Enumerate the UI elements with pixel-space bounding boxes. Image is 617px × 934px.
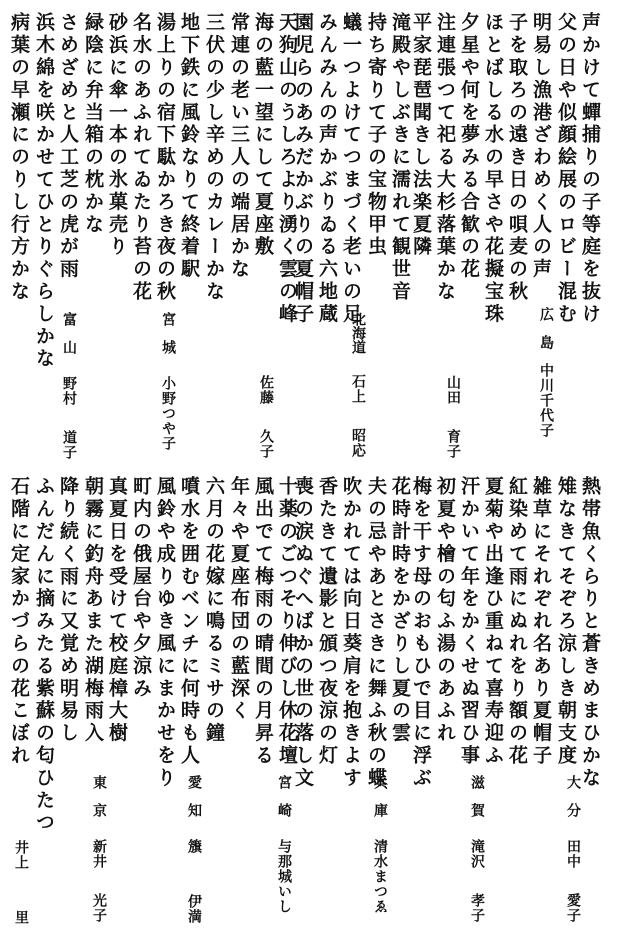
haiku-line: 噴水を囲むベンチに何時も人 xyxy=(178,476,200,768)
haiku-line: 明易し漁港ざわめく人の声 xyxy=(530,12,552,281)
haiku-line: 名水のあふれてゐたり苔の花 xyxy=(130,12,152,304)
author-entry xyxy=(13,840,29,925)
author-entry xyxy=(61,312,77,460)
author-surname: 佐藤 xyxy=(258,375,274,405)
haiku-line: 雉なきてそぞろ涼しき朝支度 xyxy=(555,476,577,768)
haiku-line: 紅染めて雨にぬれをり額の花 xyxy=(506,476,528,768)
haiku-line: 子を取ろの遠き日の唄麦の秋 xyxy=(506,12,528,304)
author-surname: 田中 xyxy=(565,839,581,869)
haiku-line: 持ち寄りて子の宝物甲虫 xyxy=(365,12,387,259)
haiku-line: 風鈴や成りゆき風にまかせをり xyxy=(154,476,176,790)
haiku-line: 夏菊や出逢ひ重ねて喜寿迎ふ xyxy=(482,476,504,768)
haiku-line: 花時計時をかざりし夏の雲 xyxy=(389,476,411,745)
author-prefecture: 富山 xyxy=(61,312,77,368)
author-surname: 小野 xyxy=(160,376,176,406)
author-prefecture: 宮崎 xyxy=(276,775,292,831)
author-entry xyxy=(372,775,388,914)
haiku-line: 夫の忌やあとさきに舞ふ秋の蝶 xyxy=(365,476,387,790)
author-entry xyxy=(538,307,554,438)
haiku-line: 注連張つて祀る大杉落葉かな xyxy=(434,12,456,304)
haiku-line: 六月の花嫁に鳴るミサの鐘 xyxy=(203,476,225,745)
haiku-line: 父の日や似顔絵展のロビー混む xyxy=(555,12,577,326)
haiku-line: 病葉の早瀬にのりし行方かな xyxy=(8,12,30,304)
author-surname: 野村 xyxy=(61,376,77,406)
haiku-line: 真夏日を受けて校庭樟大樹 xyxy=(106,476,128,745)
author-entry xyxy=(91,775,107,923)
author-given-name: 光子 xyxy=(91,893,107,923)
author-prefecture: 兵庫 xyxy=(372,775,388,831)
author-given-name: 里 xyxy=(13,910,29,925)
author-prefecture: 宮城 xyxy=(160,312,176,368)
haiku-line: 香たきて遺影と頒つ夜涼の灯 xyxy=(316,476,338,768)
haiku-line: 滝殿やしぶきに濡れて観世音 xyxy=(389,12,411,304)
haiku-line: 湯上りの宿下駄かろき夜の秋 xyxy=(154,12,176,304)
author-entry xyxy=(276,775,292,914)
author-given-name: 千代子 xyxy=(538,393,554,438)
author-entry xyxy=(350,312,366,458)
haiku-line: 海の藍一望にして夏座敷 xyxy=(252,12,274,259)
haiku-line: 十薬のごつそり伸びし休花壇 xyxy=(276,476,298,768)
haiku-line: 地下鉄に風鈴なりて終着駅 xyxy=(178,12,200,281)
haiku-line: 熱帯魚くらりと蒼きめまひかな xyxy=(579,476,601,790)
haiku-line: 町内の俄屋台や夕涼み xyxy=(130,476,152,700)
author-given-name: 久子 xyxy=(258,429,274,459)
author-entry xyxy=(565,775,581,923)
haiku-line: 天狗山のうしろより湧く雲の峰 xyxy=(276,12,298,326)
haiku-line: 朝霧に釣舟あまた湖梅雨入 xyxy=(82,476,104,745)
author-entry xyxy=(445,375,461,459)
haiku-line: さめざめと人工芝の虎が雨 xyxy=(57,12,79,281)
haiku-line: 平家琵琶聞きし法楽夏隣 xyxy=(410,12,432,259)
haiku-line: 常連の老い三人の端居かな xyxy=(228,12,250,281)
haiku-line: 緑陰に弁当箱の枕かな xyxy=(82,12,104,236)
haiku-line: 風出でて梅雨の晴間の月昇る xyxy=(252,476,274,768)
author-surname: 石上 xyxy=(350,374,366,404)
author-entry xyxy=(160,312,176,451)
haiku-line: 声かけて蟬捕りの子等庭を抜け xyxy=(579,12,601,326)
author-prefecture: 大分 xyxy=(565,775,581,831)
author-entry xyxy=(186,775,202,924)
haiku-line: 降り続く雨に又覚め明易し xyxy=(57,476,79,745)
author-entry xyxy=(258,375,274,459)
author-given-name: つや子 xyxy=(160,406,176,451)
haiku-line: ふんだんに摘みたる紫蘇の匂ひたつ xyxy=(33,476,55,835)
author-given-name: まつゑ xyxy=(372,869,388,914)
author-surname: 清水 xyxy=(372,839,388,869)
haiku-line: 園児らのあみだかぶりの夏帽子 xyxy=(292,12,314,326)
haiku-line: 浜木綿を咲かせてひとりぐらしかな xyxy=(33,12,55,371)
haiku-line: 砂浜に傘一本の氷菓売り xyxy=(106,12,128,259)
author-surname: 井上 xyxy=(13,840,29,870)
author-given-name: いし xyxy=(276,884,292,914)
haiku-line: 夕星や何を夢みる合歓の花 xyxy=(458,12,480,281)
haiku-line: 三伏の少し辛めのカレーかな xyxy=(203,12,225,304)
author-surname: 滝沢 xyxy=(469,839,485,869)
author-surname: 山田 xyxy=(445,375,461,405)
haiku-line: 吹かれては向日葵肩を抱きよす xyxy=(340,476,362,790)
author-prefecture: 愛知 xyxy=(186,775,202,831)
author-surname: 籏 xyxy=(186,839,202,854)
haiku-line: 喪の涙ぬぐへばかの世の落し文 xyxy=(292,476,314,790)
author-prefecture: 東京 xyxy=(91,775,107,831)
haiku-line: 蟻一つよけてつまづく老いの足 xyxy=(340,12,362,326)
haiku-line: 年々や夏座布団の藍深く xyxy=(228,476,250,723)
haiku-line: 雑草にそれぞれ名あり夏帽子 xyxy=(530,476,552,768)
haiku-line: ほとばしる水の早さや花擬宝珠 xyxy=(482,12,504,326)
haiku-line: みんみんの声かぶりゐる六地蔵 xyxy=(316,12,338,326)
author-prefecture: 広島 xyxy=(538,307,554,363)
haiku-line: 梅を干す母のおもひで目に浮ぶ xyxy=(410,476,432,790)
author-entry xyxy=(469,775,485,923)
author-given-name: 愛子 xyxy=(565,893,581,923)
author-given-name: 孝子 xyxy=(469,893,485,923)
haiku-line: 石階に定家かづらの花こぼれ xyxy=(8,476,30,768)
author-given-name: 道子 xyxy=(61,430,77,460)
author-surname: 中川 xyxy=(538,363,554,393)
author-given-name: 伊満 xyxy=(186,894,202,924)
author-given-name: 昭応 xyxy=(350,428,366,458)
author-surname: 新井 xyxy=(91,839,107,869)
haiku-line: 初夏や檜の匂ふ湯のあふれ xyxy=(434,476,456,745)
author-given-name: 育子 xyxy=(445,429,461,459)
haiku-line: 汗かいて年をかくせぬ習ひ事 xyxy=(458,476,480,768)
author-prefecture: 滋賀 xyxy=(469,775,485,831)
author-surname: 与那城 xyxy=(276,839,292,884)
author-prefecture: 北海道 xyxy=(350,312,366,354)
